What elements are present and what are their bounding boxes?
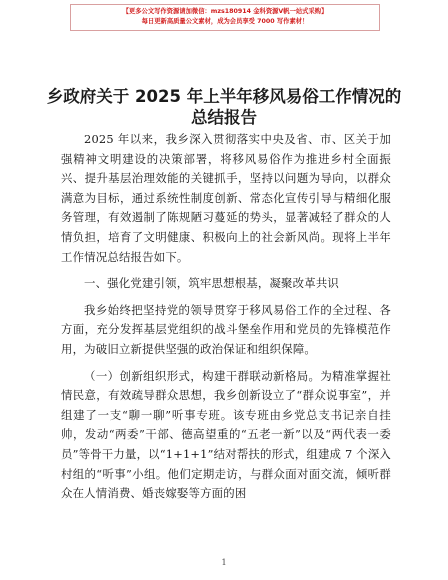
subsection-1-paragraph: （一）创新组织形式，构建干群联动新格局。为精准掌握社情民意，有效疏导群众思想，我乡创新设立了“群众说事室”，并组建了一支“聊一聊”听事专班。该专班由乡党总支书记亲自挂帅，发动“两委”干部、德高望重的“五老一新”以及“两代表一委员”等骨干力量，以“1+1+1”结对帮扶的形式，组建成 7 个深入村组的“听事”小组。他们定期走访，与群众面对面交流，倾听群众在人情消费、婚丧嫁娶等方面的困 bbox=[61, 368, 391, 501]
document-title-line-2: 总结报告 bbox=[191, 108, 257, 127]
intro-paragraph: 2025 年以来，我乡深入贯彻落实中央及省、市、区关于加强精神文明建设的决策部署，将移风易俗作为推进乡村全面振兴、提升基层治理效能的关键抓手，坚持以问题为导向，以群众满意为目标，通过系统性制度创新、常态化宣传引导与精细化服务管理，有效遏制了陈规陋习蔓延的势头，显著减轻了群众的人情负担，培育了文明健康、积极向上的社会新风尚。现将上半年工作情况总结报告如下。 bbox=[61, 132, 391, 264]
promo-banner-line-2: 每日更新高质量公文素材，成为会员享受 7000 写作素材！ bbox=[141, 18, 309, 25]
promo-banner-line-1: 【更多公文写作资源请加微信：mzs180914 金科资源V帆一站式采购】 bbox=[122, 8, 328, 15]
document-title bbox=[0, 86, 448, 128]
document-body bbox=[61, 130, 391, 511]
document-title-line-1: 乡政府关于 2025 年上半年移风易俗工作情况的 bbox=[46, 87, 402, 106]
section-heading-1: 一、强化党建引领，筑牢思想根基，凝聚改革共识 bbox=[84, 276, 339, 291]
promo-banner bbox=[70, 4, 380, 31]
page-number: 1 bbox=[221, 558, 227, 567]
section-1-paragraph: 我乡始终把坚持党的领导贯穿于移风易俗工作的全过程、各方面，充分发挥基层党组织的战斗堡垒作用和党员的先锋模范作用，为破旧立新提供坚强的政治保证和组织保障。 bbox=[61, 302, 391, 356]
